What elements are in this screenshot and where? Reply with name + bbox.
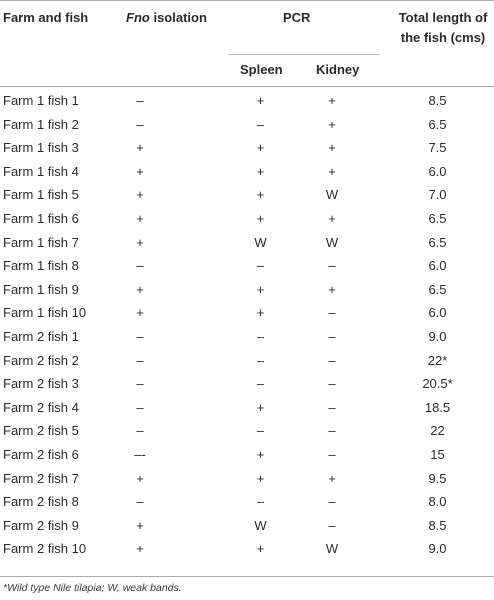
- cell-total-length: 22: [430, 423, 445, 439]
- cell-fish: Farm 2 fish 4: [3, 399, 79, 415]
- cell-total-length: 6.5: [428, 116, 447, 132]
- header-kidney: Kidney: [316, 62, 360, 77]
- cell-fno-isolation: +: [136, 281, 144, 297]
- header-fno-isolation: [126, 8, 207, 28]
- cell-pcr-spleen: +: [256, 305, 265, 321]
- table-row: [0, 136, 494, 160]
- table-row: [0, 419, 494, 443]
- cell-pcr-spleen: –: [256, 352, 265, 368]
- table-row: [0, 113, 494, 137]
- cell-fish: Farm 1 fish 1: [3, 93, 79, 108]
- cell-fish: Farm 2 fish 1: [3, 328, 79, 344]
- cell-fish: Farm 1 fish 7: [3, 234, 79, 250]
- cell-total-length: 9.0: [428, 541, 447, 557]
- cell-total-length: 15: [430, 446, 445, 462]
- header-total-length-line1: Total length of: [398, 10, 488, 25]
- cell-fno-isolation: –: [136, 352, 144, 368]
- cell-fish: Farm 2 fish 6: [3, 446, 79, 462]
- cell-pcr-spleen: –: [256, 116, 265, 132]
- cell-pcr-kidney: +: [328, 140, 336, 156]
- cell-fno-isolation: +: [136, 541, 144, 557]
- table-row: [0, 254, 494, 278]
- table-row: [0, 278, 494, 302]
- cell-fno-isolation: +: [136, 210, 144, 226]
- table-row: [0, 396, 494, 420]
- table-row: [0, 514, 494, 538]
- cell-fno-isolation: +: [136, 234, 144, 250]
- table-row: [0, 301, 494, 325]
- cell-fno-isolation: –: [136, 399, 144, 415]
- cell-total-length: 6.0: [428, 305, 447, 321]
- cell-total-length: 8.5: [428, 93, 447, 108]
- cell-fno-isolation: –: [136, 376, 144, 392]
- table-row: [0, 537, 494, 561]
- cell-pcr-kidney: +: [328, 163, 336, 179]
- table-row: [0, 443, 494, 467]
- cell-fish: Farm 1 fish 6: [3, 210, 79, 226]
- cell-pcr-kidney: –: [328, 376, 336, 392]
- bottom-rule: [0, 576, 494, 577]
- table-row: [0, 490, 494, 514]
- cell-total-length: 9.5: [428, 470, 447, 486]
- cell-fish: Farm 2 fish 5: [3, 423, 79, 439]
- cell-pcr-spleen: W: [254, 234, 267, 250]
- cell-pcr-kidney: +: [328, 210, 336, 226]
- cell-fno-isolation: –: [136, 93, 144, 108]
- cell-pcr-kidney: –: [328, 494, 336, 510]
- header-pcr: PCR: [283, 10, 311, 25]
- header-bottom-rule: [0, 86, 494, 87]
- cell-fno-isolation: –-: [134, 446, 146, 462]
- cell-pcr-kidney: –: [328, 517, 336, 533]
- cell-fish: Farm 2 fish 3: [3, 376, 79, 392]
- cell-total-length: 18.5: [424, 399, 451, 415]
- cell-fno-isolation: –: [136, 423, 144, 439]
- cell-pcr-kidney: +: [328, 470, 336, 486]
- cell-total-length: 20.5*: [422, 376, 453, 392]
- cell-fno-isolation: +: [136, 470, 144, 486]
- cell-fish: Farm 1 fish 8: [3, 258, 79, 274]
- cell-pcr-kidney: –: [328, 423, 336, 439]
- cell-fish: Farm 1 fish 9: [3, 281, 79, 297]
- cell-total-length: 6.5: [428, 281, 447, 297]
- cell-pcr-kidney: +: [328, 116, 336, 132]
- cell-fno-isolation: –: [136, 116, 144, 132]
- data-table: [0, 89, 494, 561]
- cell-pcr-spleen: +: [256, 163, 265, 179]
- table-row: [0, 89, 494, 113]
- cell-fno-isolation: +: [136, 517, 144, 533]
- header-fno-rest: isolation: [149, 10, 207, 25]
- cell-fish: Farm 1 fish 3: [3, 140, 79, 156]
- cell-fish: Farm 2 fish 7: [3, 470, 79, 486]
- cell-pcr-spleen: –: [256, 328, 265, 344]
- cell-fish: Farm 1 fish 4: [3, 163, 79, 179]
- cell-total-length: 8.5: [428, 517, 447, 533]
- cell-fish: Farm 2 fish 8: [3, 494, 79, 510]
- table-row: [0, 325, 494, 349]
- cell-pcr-kidney: –: [328, 446, 336, 462]
- cell-pcr-spleen: –: [256, 423, 265, 439]
- cell-pcr-kidney: W: [325, 234, 339, 250]
- cell-pcr-kidney: +: [328, 281, 336, 297]
- cell-total-length: 6.5: [428, 234, 447, 250]
- cell-pcr-spleen: +: [256, 140, 265, 156]
- cell-pcr-spleen: +: [256, 187, 265, 203]
- table-row: [0, 372, 494, 396]
- footnote: *Wild type Nile tilapia; W, weak bands.: [3, 582, 182, 594]
- cell-fish: Farm 2 fish 10: [3, 541, 87, 557]
- cell-pcr-spleen: –: [256, 376, 265, 392]
- cell-fish: Farm 2 fish 9: [3, 517, 79, 533]
- table-row: [0, 467, 494, 491]
- cell-pcr-kidney: –: [328, 399, 336, 415]
- cell-fish: Farm 2 fish 2: [3, 352, 79, 368]
- header-fno-italic: Fno: [126, 10, 150, 25]
- cell-total-length: 6.5: [428, 210, 447, 226]
- cell-fno-isolation: +: [136, 187, 144, 203]
- cell-pcr-kidney: –: [328, 328, 336, 344]
- table-row: [0, 231, 494, 255]
- table-body: [0, 89, 494, 561]
- table-row: [0, 349, 494, 373]
- cell-total-length: 6.0: [428, 258, 447, 274]
- cell-fno-isolation: –: [136, 258, 144, 274]
- table-row: [0, 160, 494, 184]
- cell-pcr-kidney: –: [328, 352, 336, 368]
- cell-pcr-spleen: +: [256, 399, 265, 415]
- cell-pcr-spleen: –: [256, 494, 265, 510]
- cell-pcr-spleen: +: [256, 541, 265, 557]
- cell-pcr-spleen: –: [256, 258, 265, 274]
- header-farm-and-fish: Farm and fish: [3, 10, 89, 25]
- cell-fno-isolation: +: [136, 140, 144, 156]
- cell-pcr-kidney: W: [325, 187, 339, 203]
- cell-total-length: 9.0: [428, 328, 447, 344]
- header-total-length-line2: the fish (cms): [400, 30, 486, 45]
- cell-total-length: 6.0: [428, 163, 447, 179]
- table-row: [0, 183, 494, 207]
- cell-fno-isolation: +: [136, 305, 144, 321]
- header-total-length: [392, 8, 494, 48]
- pcr-subrule: [228, 54, 380, 55]
- cell-pcr-spleen: +: [256, 446, 265, 462]
- cell-pcr-kidney: –: [328, 305, 336, 321]
- cell-total-length: 8.0: [428, 494, 447, 510]
- cell-fish: Farm 1 fish 5: [3, 187, 79, 203]
- cell-fish: Farm 1 fish 10: [3, 305, 87, 321]
- cell-pcr-spleen: +: [256, 210, 265, 226]
- cell-fish: Farm 1 fish 2: [3, 116, 79, 132]
- cell-fno-isolation: +: [136, 163, 144, 179]
- cell-fno-isolation: –: [136, 494, 144, 510]
- header-spleen: Spleen: [240, 62, 283, 77]
- cell-pcr-spleen: +: [256, 93, 265, 108]
- cell-pcr-spleen: +: [256, 281, 265, 297]
- cell-fno-isolation: –: [136, 328, 144, 344]
- cell-total-length: 22*: [427, 352, 448, 368]
- cell-pcr-kidney: +: [328, 93, 336, 108]
- table-row: [0, 207, 494, 231]
- cell-pcr-spleen: W: [254, 517, 267, 533]
- cell-total-length: 7.5: [428, 140, 447, 156]
- cell-pcr-spleen: +: [256, 470, 265, 486]
- cell-pcr-kidney: W: [325, 541, 339, 557]
- cell-total-length: 7.0: [428, 187, 447, 203]
- cell-pcr-kidney: –: [328, 258, 336, 274]
- top-rule: [0, 0, 494, 1]
